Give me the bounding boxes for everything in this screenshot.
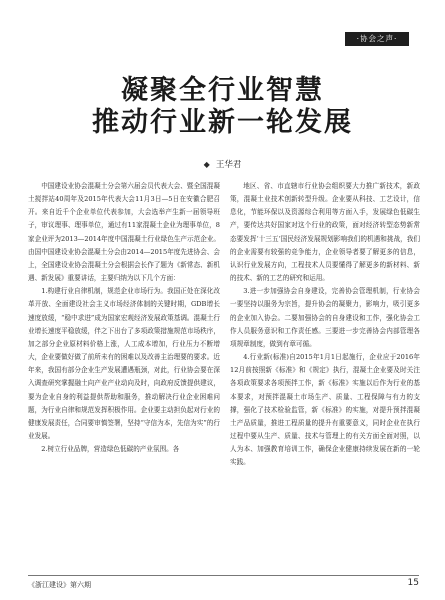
paragraph: 中国建设业协会混凝土分会第六届会员代表大会、暨全国混凝土搅拌站40周年及2015年代表大会11月3日—5日在安徽合肥召开。来自近千个企业单位代表参加，大会选举产生新一届领导班子，审议理事、理事单位，通过有11家混凝土企业为理事单位，8家企业评为2013—2014年度中国混凝土行业绿色生产示范企业。由国中国建设业协会混凝土分会由2014—2015年度先进协会、会上，全国建设业协会混凝土分会根据会长作了题为《新常态、新机遇、新发展》重要讲话，主要归纳为以下几个方面： [28,182,220,283]
diamond-icon: ◆ [203,160,210,169]
author-byline [0,158,445,170]
left-column [28,180,220,456]
paragraph: 2.树立行业品牌，营造绿色低碳的产业氛围。各 [41,445,180,454]
journal-name: 《浙江建设》第六期 [28,581,91,589]
section-tag: ·协会之声· [345,32,409,46]
article-title-line-2: 推动行业新一轮发展 [92,107,353,138]
paragraph: 4.行业新(标准)自2015年1月1日起施行，企业应于2016年12月前按照新《标准》和《规定》执行，混凝土企业要及时关注各项政策要求各项预拌工作，新《标准》实施以后作为行业的基本要求，对预拌混凝土市场生产、质量、工程保障与有力的支撑，强化了技术检验监管，新《标准》的实施，对提升预拌混凝土产品质量，推进工程质量的提升有重要意义，同时企业在执行过程中要从生产、质量、技术与管理上的有关方面全面对照，以人为本、加强教育培训工作，确保企业健康持续发展在新的一轮实践。 [230,353,420,467]
page-number: 15 [407,578,419,588]
right-column [230,180,420,469]
paragraph: 1.构建行业自律机制，规范企业市场行为。我国正处在深化改革开放、全面建设社会主义市场经济体制的关键时期，GDB增长速度放缓，“稳中求进”成为国家宏观经济发展政策基调。混凝土行业增长速度平稳放缓，伴之下出台了多项政策措施规范市场秩序，加之部分企业原材料价格上涨，人工成本增加，行业压力不断增大，企业要做好做了前所未有的困难以及改善主治理要的要求。近年来，我国有部分企业生产发展遭遇瓶颈，对此，行业协会要在深入调查研究掌握融土向产业产业动向及时，向政府反馈提供建议，要为企业自身的利益提供帮助和服务，推动解决行业企业困难问题，为行业自律和规范发挥积极作用。企业要主动担负起对行业的健康发展责任，合同要审慎签署，坚持“守信为本，先信为实”的行业发展。 [28,287,220,440]
footer-divider [28,575,419,576]
article-title-line-1: 凝聚全行业智慧 [121,75,324,106]
author-name: 王华君 [215,160,242,170]
paragraph: 3.进一步加强协会自身建设，完善协会管理机制，行业协会一要坚持以服务为宗旨，提升协会的凝聚力，影响力，吸引更多的企业加入协会。二要加强协会的自身建设和工作，强化协会工作人员服务意识和工作责任感。三要进一步完善协会内部管理各项规章制度，做到有章可循。 [230,287,420,348]
paragraph: 地区、省、市直辖市行业协会组织要大力推广新技术，新政策，混凝土业技术创新转型升级。企业要从科技、工艺设计，信息化，节能环保以及资源综合利用等方面入手，发展绿色低碳生产，要传达共好国家对这个行业的政策，面对经济转型态势新常态要发挥‘十三五’国民经济发展规划影响我们的机遇和挑战，我们的企业需要有较强的竞争能力，企业领导者要了解更多的信息，认识行业发展方向，工程技术人员要懂得了解更多的新材料、新的技术、新的工艺的研究和运用。 [230,182,420,283]
